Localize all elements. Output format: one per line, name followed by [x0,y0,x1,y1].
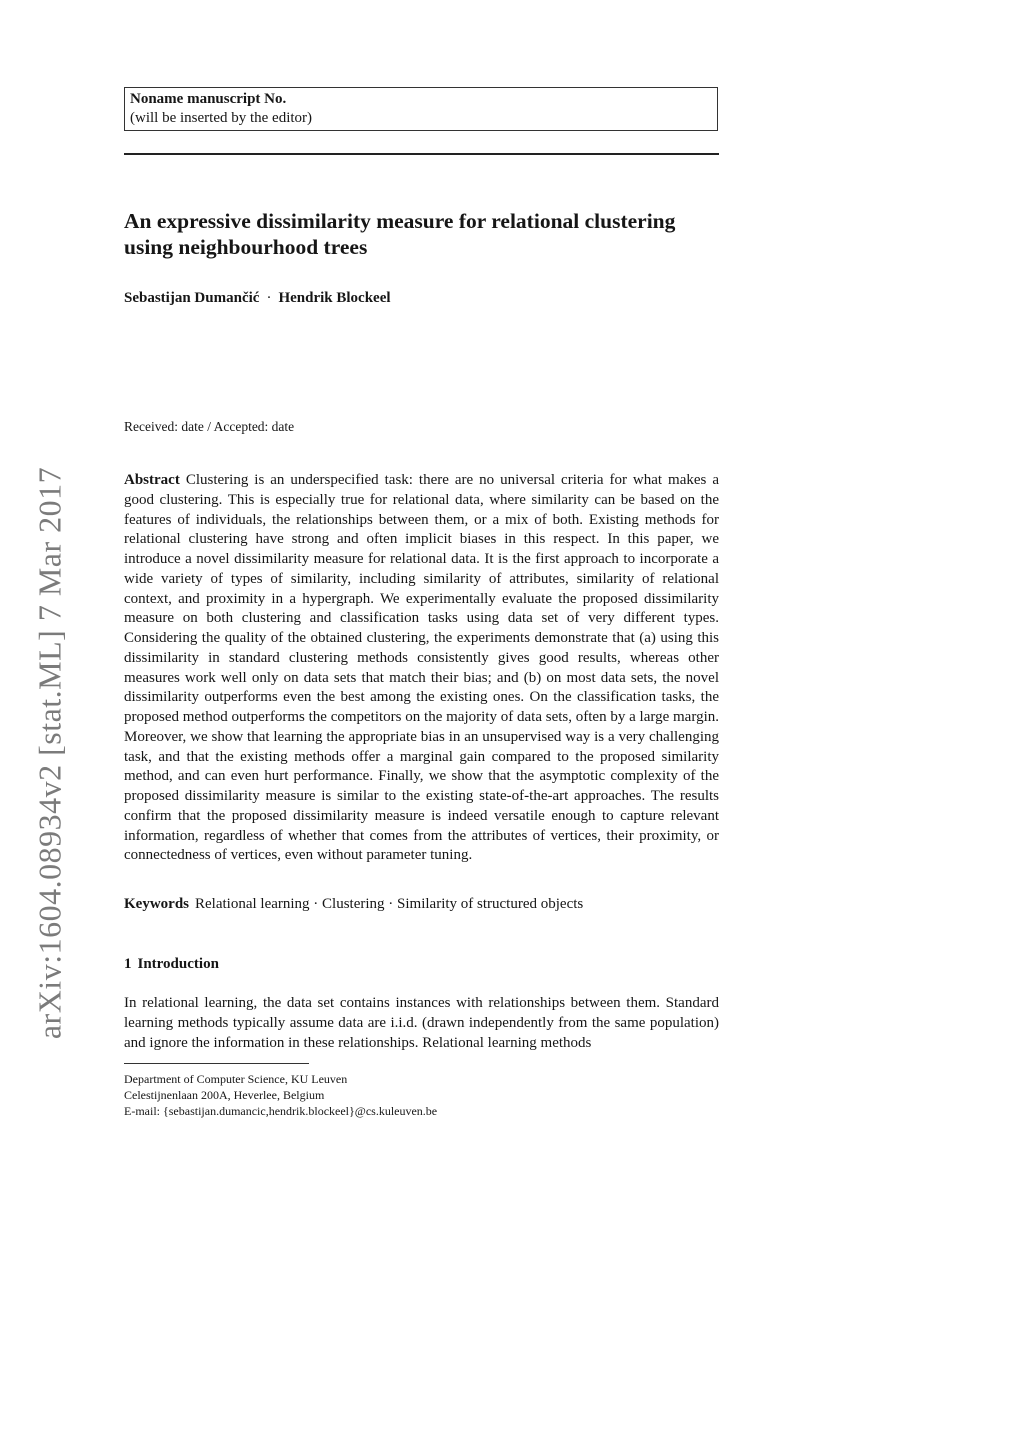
editor-note: (will be inserted by the editor) [130,110,313,126]
section-heading-introduction [124,956,219,973]
keywords-text: Relational learning · Clustering · Similarity of structured objects [195,896,584,912]
header-rule [124,153,719,155]
section-title: Introduction [137,956,219,972]
abstract-label: Abstract [124,472,180,488]
introduction-paragraph: In relational learning, the data set contains instances with relationships between them. Standard learning methods typically assume data are i.i.d. (drawn independently from the same population) and ignore the information in these relationships. Relational learning methods [124,995,719,1051]
footnote-rule [124,1063,309,1064]
affiliation-email: E-mail: {sebastijan.dumancic,hendrik.blockeel}@cs.kuleuven.be [124,1104,438,1118]
author-list [124,290,391,307]
abstract [124,471,719,866]
editor-info-box [124,87,718,131]
abstract-text: Clustering is an underspecified task: there are no universal criteria for what makes a good clustering. This is especially true for relational data, where similarity can be based on the features of individuals, the relationships between them, or a mix of both. Existing methods for relational clustering have strong and often implicit biases in this respect. In this paper, we introduce a novel dissimilarity measure for relational data. It is the first approach to incorporate a wide variety of types of similarity, including similarity of attributes, similarity of relational context, and proximity in a hypergraph. We experimentally evaluate the proposed dissimilarity measure on both clustering and classification tasks using data set of very different types. Considering the quality of the obtained clustering, the experiments demonstrate that (a) using this dissimilarity in standard clustering methods consistently gives good results, whereas other measures work well only on data sets that match their bias; and (b) on most data sets, the novel dissimilarity outperforms even the best among the existing ones. On the classification tasks, the proposed method outperforms the competitors on the majority of data sets, often by a large margin. Moreover, we show that learning the appropriate bias in an unsupervised way is a very challenging task, and that the existing methods offer a marginal gain compared to the proposed similarity method, and can even hurt performance. Finally, we show that the asymptotic complexity of the proposed dissimilarity measure is similar to the existing state-of-the-art approaches. The results confirm that the proposed dissimilarity measure is indeed versatile enough to capture relevant information, regardless of whether that comes from the attributes of vertices, their proximity, or connectedness of vertices, even without parameter tuning. [124,472,719,864]
arxiv-identifier-stamp: arXiv:1604.08934v2 [stat.ML] 7 Mar 2017 [31,466,68,1040]
author-separator: · [266,290,272,306]
affiliation-department: Department of Computer Science, KU Leuven [124,1072,348,1086]
author-name: Hendrik Blockeel [278,290,391,306]
keywords [124,896,719,913]
affiliation-footnote [124,1071,437,1119]
affiliation-address: Celestijnenlaan 200A, Heverlee, Belgium [124,1088,325,1102]
author-name: Sebastijan Dumančić [124,290,260,306]
paper-title: An expressive dissimilarity measure for relational clustering using neighbourhood trees [124,209,676,259]
keywords-label: Keywords [124,896,189,912]
section-number: 1 [124,956,132,972]
manuscript-number-label: Noname manuscript No. [130,91,287,107]
received-date: Received: date / Accepted: date [124,419,295,434]
